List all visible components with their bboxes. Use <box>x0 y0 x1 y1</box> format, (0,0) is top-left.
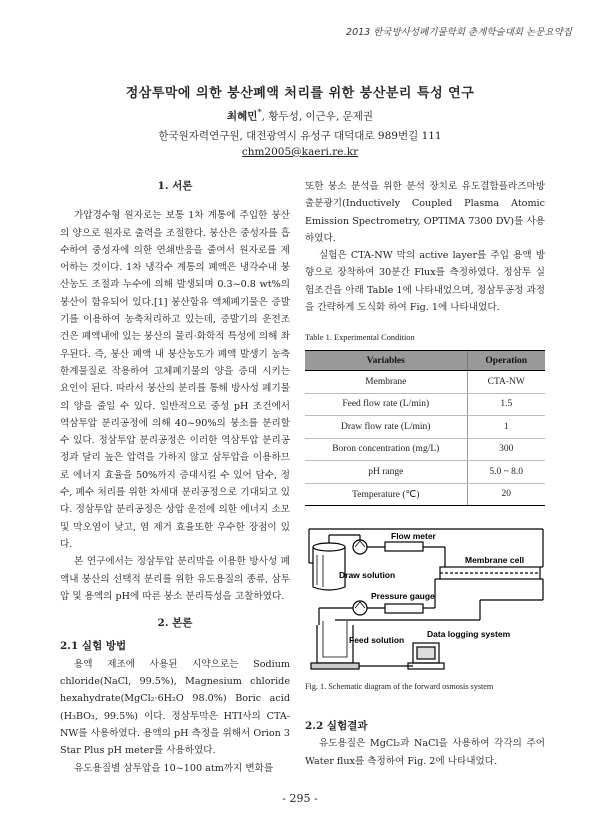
data-logging-label: Data logging system <box>427 629 511 639</box>
feed-solution-label: Feed solution <box>349 635 405 645</box>
table-row <box>305 438 545 461</box>
affiliation: 한국원자력연구원, 대전광역시 유성구 대덕대로 989번길 111 <box>158 130 442 142</box>
left-column <box>60 178 290 777</box>
table-header-operation: Operation <box>467 351 545 371</box>
table-cell: Draw flow rate (L/min) <box>305 416 467 439</box>
page-number: - 295 - <box>282 792 318 805</box>
result-paragraph-1: 유도용질은 MgCl₂과 NaCl을 사용하여 각각의 주어 Water flux를 측정하여 Fig. 2에 나타내었다. <box>305 738 545 767</box>
paper-title: 정삼투막에 의한 붕산폐액 처리를 위한 붕산분리 특성 연구 <box>125 86 475 101</box>
lead-author: 최혜민 <box>226 110 258 123</box>
table-cell: 5.0 ~ 8.0 <box>467 461 545 484</box>
table-cell: CTA-NW <box>467 371 545 394</box>
draw-solution-label: Draw solution <box>339 570 396 580</box>
table-cell: 20 <box>467 483 545 506</box>
table-row <box>305 461 545 484</box>
pressure-gauge-label: Pressure gauge <box>371 591 435 601</box>
body-heading: 2. 본론 <box>157 617 193 630</box>
author-line <box>0 108 600 124</box>
balance-icon <box>311 663 359 669</box>
table-row <box>305 371 545 394</box>
table-cell: Temperature (℃) <box>305 483 467 506</box>
figure-caption: Fig. 1. Schematic diagram of the forward osmosis system <box>305 682 494 691</box>
method-heading: 2.1 실험 방법 <box>60 640 127 653</box>
corresponding-mark: * <box>257 108 262 118</box>
table-header-row <box>305 351 545 371</box>
table-row <box>305 393 545 416</box>
email-line <box>0 146 600 158</box>
table-header-variables: Variables <box>305 351 467 371</box>
table-row <box>305 416 545 439</box>
right-column-top <box>305 178 545 316</box>
flow-meter-icon <box>385 542 423 551</box>
table-cell: Boron concentration (mg/L) <box>305 438 467 461</box>
forward-osmosis-schematic <box>305 525 545 675</box>
intro-paragraph-2: 본 연구에서는 정삼투압 분리막을 이용한 방사성 폐액내 붕산의 선택적 분리를 위한 유도용질의 종류, 삼투압 및 용액의 pH에 따른 붕소 분리특성을 고찰하였다. <box>60 556 290 602</box>
experimental-condition-table <box>305 350 545 506</box>
draw-tank-icon <box>313 547 345 590</box>
table-cell: pH range <box>305 461 467 484</box>
result-heading: 2.2 실험결과 <box>305 720 368 732</box>
method-paragraph-1: 용액 제조에 사용된 시약으로는 Sodium chloride(NaCl, 99.5%), Magnesium chloride hexahydrate(MgCl₂·6H₂O 98.0%) Boric acid (H₃BO₃, 99.5%) 이다. 정삼투막은 HTI사의 CTA-NW를 사용하였다. 용액의 pH 측정을 위해서 Orion 3 Star Plus pH meter를 사용하였다. <box>60 658 290 757</box>
right-paragraph-2: 실험은 CTA-NW 막의 active layer를 주입 용액 방향으로 장착하여 30분간 Flux를 측정하였다. 정삼투 실험조건을 아래 Table 1에 나타내었으며, 정삼투공정 과정을 간략하게 도식화 하여 Fig. 1에 나타내었다. <box>305 250 545 314</box>
intro-paragraph-1: 가압경수형 원자로는 보통 1차 계통에 주입한 붕산의 양으로 원자로 출력을 조절한다. 붕산은 중성자를 흡수하여 중성자에 의한 연쇄반응을 줄여서 원자로를 제어하는 것이다. 1차 냉각수 계통의 폐액은 냉각수내 붕산농도 조절과 누수에 의해 발생되며 0.3~0.8 wt%의 붕산이 함유되어 있다.[1] 붕산함유 액체폐기물은 증발기를 이용하여 농축처리하고 있는데, 증발기의 운전조건은 폐액내에 있는 붕산의 물리·화학적 특성에 의해 좌우된다. 즉, 붕산 폐액 내 붕산농도가 폐액 발생기 농축한계물질로 작용하여 고체폐기물의 양을 증대 시키는 요인이 된다. 따라서 붕산의 분리를 통해 방사성 폐기물의 양을 줄일 수 있다. 일반적으로 중성 pH 조건에서 역삼투압 분리공정에 의해 40~90%의 붕소를 분리할 수 있다. 정삼투압 분리공정은 이러한 역삼투압 분리공정과 달리 높은 압력을 가하지 않고 삼투압을 이용하므로 에너지 효율을 50%까지 증대시킬 수 있어 담수, 정수, 폐수 처리를 위한 차세대 분리공정으로 기대되고 있다. 정삼투압 분리공정은 상압 운전에 의한 에너지 소모 및 막오염이 낮고, 염 제거 효율또한 우수한 장점이 있다. <box>60 210 290 550</box>
table-row <box>305 483 545 506</box>
table-cell: Feed flow rate (L/min) <box>305 393 467 416</box>
right-column-bottom <box>305 718 545 770</box>
table-cell: 300 <box>467 438 545 461</box>
table-cell: 1 <box>467 416 545 439</box>
table-cell: 1.5 <box>467 393 545 416</box>
pressure-gauge-icon <box>385 604 423 613</box>
table-cell: Membrane <box>305 371 467 394</box>
journal-header: 2013 한국방사성폐기물학회 춘계학술대회 논문요약집 <box>346 27 572 38</box>
right-paragraph-1: 또한 붕소 분석을 위한 분석 장치로 유도결합플라즈마방출분광기(Inductively Coupled Plasma Atomic Emission Spectrometry, OPTIMA 7300 DV)를 사용하였다. <box>305 181 545 244</box>
table-caption: Table 1. Experimental Condition <box>305 333 415 342</box>
intro-heading: 1. 서론 <box>157 180 193 192</box>
flow-meter-label: Flow meter <box>391 531 436 541</box>
method-paragraph-2: 유도용질별 삼투압을 10~100 atm까지 변화를 <box>74 762 274 774</box>
co-authors: , 황두성, 이근우, 문제권 <box>261 110 374 123</box>
membrane-cell-label: Membrane cell <box>465 555 525 565</box>
email-link[interactable]: chm2005@kaeri.re.kr <box>241 146 359 158</box>
